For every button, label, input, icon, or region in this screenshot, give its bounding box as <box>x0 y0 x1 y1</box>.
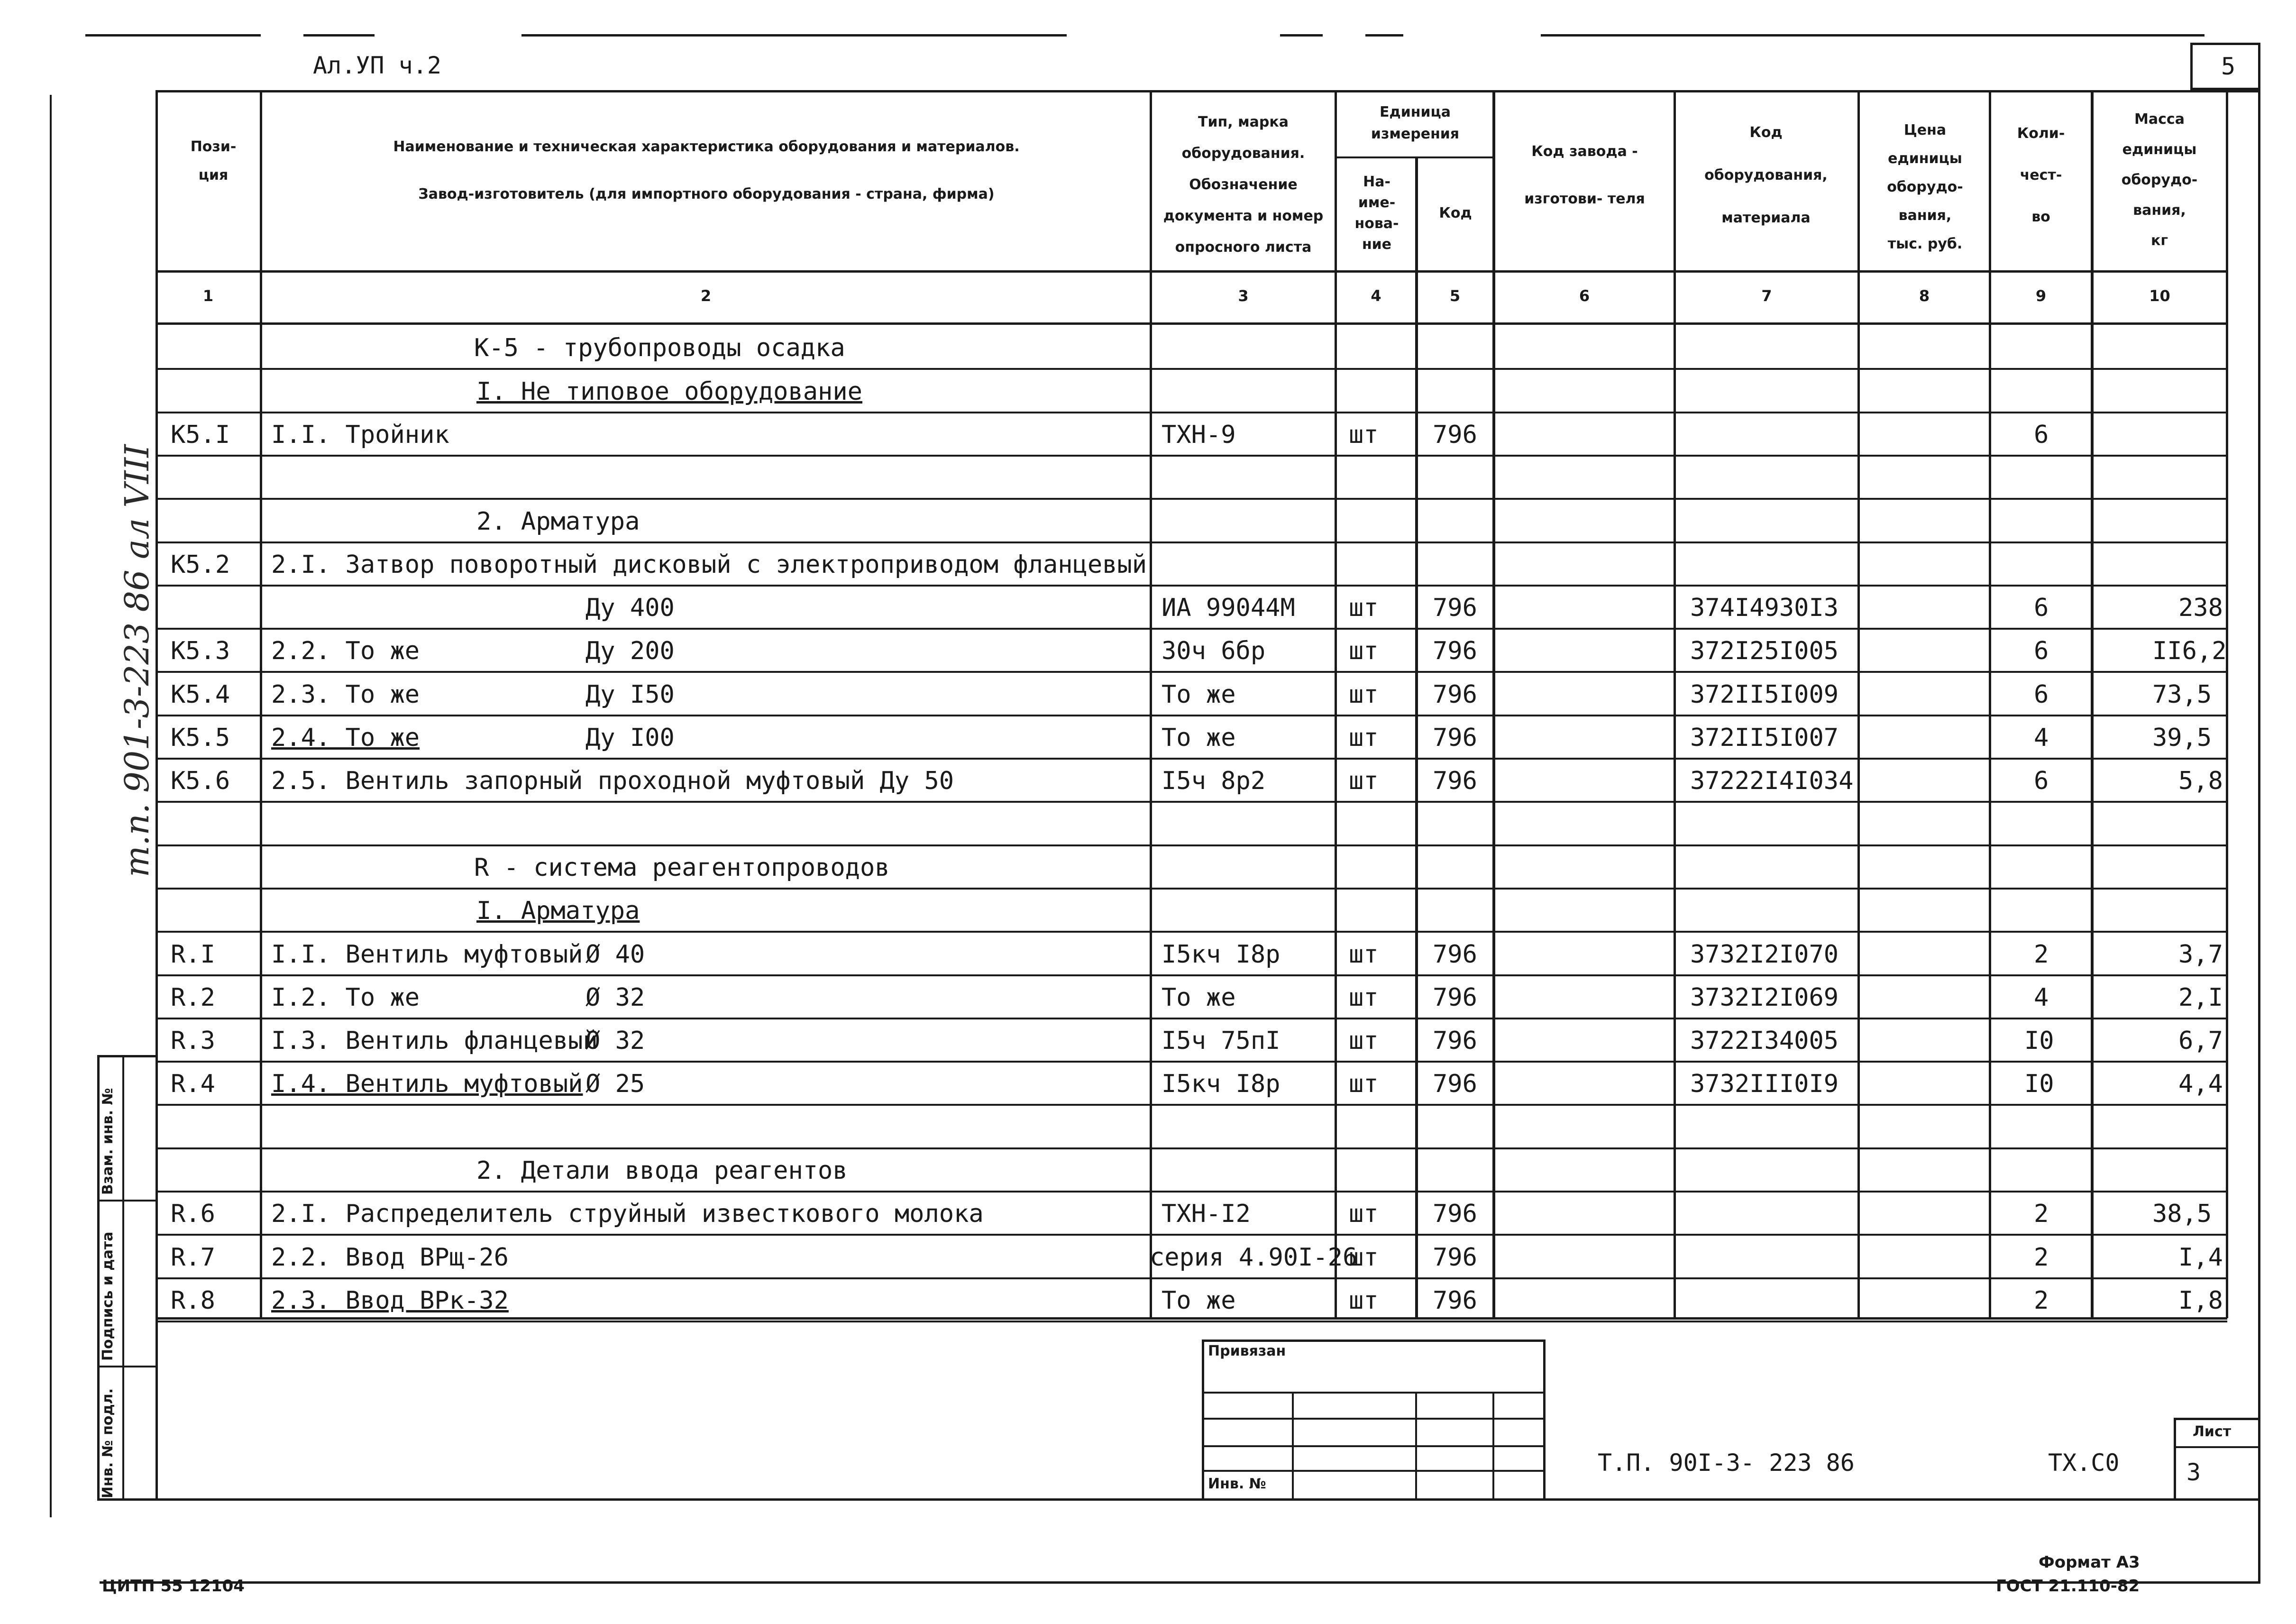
row-quantity: 2 <box>2034 1200 2049 1228</box>
row-name: I.I. Тройник <box>271 421 449 449</box>
row-quantity: 6 <box>2034 680 2049 709</box>
row-quantity: 6 <box>2034 767 2049 795</box>
row-unit-code: 796 <box>1433 421 1477 449</box>
row-mass: 3,7 <box>2178 940 2223 969</box>
row-line <box>156 1104 2227 1106</box>
row-position: R.8 <box>171 1286 215 1315</box>
row-name: 2.I. Распределитель струйный известкового молока <box>271 1200 984 1228</box>
header-sub-line <box>1335 156 1493 158</box>
row-name: I.4. Вентиль муфтовый <box>271 1070 583 1098</box>
row-mass: I,4 <box>2178 1243 2223 1272</box>
col-line <box>1335 90 1337 1318</box>
row-unit: шт <box>1349 421 1379 449</box>
row-line <box>156 585 2227 587</box>
row-quantity: 4 <box>2034 724 2049 752</box>
row-type: ТХН-9 <box>1162 421 1236 449</box>
row-unit: шт <box>1349 767 1379 795</box>
row-line <box>156 801 2227 803</box>
row-name: 2.I. Затвор поворотный дисковый с электроприводом фланцевый <box>271 551 1147 579</box>
doc-code: Т.П. 90I-3- 223 86 <box>1598 1449 1855 1477</box>
header-col9: Коли- чест- во <box>2017 125 2065 225</box>
row-unit: шт <box>1349 983 1379 1012</box>
row-type: 30ч 6бр <box>1162 637 1266 665</box>
row-quantity: 6 <box>2034 421 2049 449</box>
row-line <box>156 1277 2227 1279</box>
header-col7: Код оборудования, материала <box>1704 124 1828 226</box>
col-line <box>1150 90 1152 1318</box>
row-mass: I,8 <box>2178 1286 2223 1315</box>
row-quantity: I0 <box>2024 1070 2054 1098</box>
top-rule <box>1365 34 1403 37</box>
row-material-code: 372II5I009 <box>1690 680 1839 709</box>
row-name: 2. Арматура <box>476 507 640 536</box>
footer-format: Формат А3 <box>2039 1553 2140 1572</box>
row-line <box>156 1191 2227 1193</box>
row-position: R.4 <box>171 1070 215 1098</box>
row-line <box>156 412 2227 413</box>
col-number: 10 <box>2149 287 2170 305</box>
row-material-code: 372I25I005 <box>1690 637 1839 665</box>
row-position: R.I <box>171 940 215 969</box>
row-unit-code: 796 <box>1433 637 1477 665</box>
col-number: 7 <box>1761 287 1772 305</box>
row-unit-code: 796 <box>1433 940 1477 969</box>
row-name: I. Не типовое оборудование <box>476 377 862 406</box>
row-type: I5ч 8р2 <box>1162 767 1266 795</box>
row-material-code: 3722I34005 <box>1690 1027 1839 1055</box>
inv-label: Инв. № <box>1208 1476 1266 1492</box>
row-mass: 238 <box>2178 594 2223 622</box>
numbers-bottom <box>156 322 2227 325</box>
row-position: К5.3 <box>171 637 230 665</box>
row-name: 2. Детали ввода реагентов <box>476 1156 848 1185</box>
row-quantity: I0 <box>2024 1027 2054 1055</box>
top-rule <box>303 34 375 37</box>
row-type: серия 4.90I-26 <box>1150 1243 1358 1272</box>
row-position: К5.5 <box>171 724 230 752</box>
row-unit: шт <box>1349 1070 1379 1098</box>
col-line <box>1989 90 1991 1318</box>
row-mass: 5,8 <box>2178 767 2223 795</box>
row-position: R.3 <box>171 1027 215 1055</box>
row-name: 2.3. Ввод ВРк-32 <box>271 1286 509 1315</box>
row-quantity: 2 <box>2034 940 2049 969</box>
row-line <box>156 844 2227 846</box>
row-type: ТХН-I2 <box>1162 1200 1251 1228</box>
top-rule <box>1541 34 2205 37</box>
header-col5: Код <box>1439 205 1472 221</box>
row-position: К5.4 <box>171 680 230 709</box>
row-name: 2.5. Вентиль запорный проходной муфтовый Ду 50 <box>271 767 954 795</box>
row-mass: II6,2 <box>2152 637 2227 665</box>
row-name: К-5 - трубопроводы осадка <box>474 334 845 362</box>
outer-frame-bottom <box>100 1581 2260 1584</box>
row-type: То же <box>1162 724 1236 752</box>
row-type: I5ч 75пI <box>1162 1027 1281 1055</box>
top-rule <box>1280 34 1323 37</box>
row-line <box>156 758 2227 760</box>
row-type: То же <box>1162 983 1236 1012</box>
col-line <box>260 90 262 1318</box>
top-rule <box>521 34 1067 37</box>
row-name: Ду 400 <box>585 594 675 622</box>
row-mass: 38,5 <box>2152 1200 2212 1228</box>
footer-left: ЦИТП 55 12104 <box>102 1577 245 1596</box>
outer-frame-left <box>50 95 52 1517</box>
row-unit: шт <box>1349 1243 1379 1272</box>
bound-line <box>1415 1392 1417 1501</box>
top-rule <box>85 34 261 37</box>
footer-gost: ГОСТ 21.110-82 <box>1996 1577 2140 1596</box>
row-type: То же <box>1162 680 1236 709</box>
row-name-size: Ду 200 <box>585 637 675 665</box>
row-quantity: 6 <box>2034 637 2049 665</box>
header-col8: Цена единицы оборудо- вания, тыс. руб. <box>1887 122 1963 252</box>
strip-vzam: Взам. инв. № <box>100 1088 116 1195</box>
row-material-code: 3732I2I069 <box>1690 983 1839 1012</box>
row-line <box>156 541 2227 543</box>
row-line <box>156 671 2227 673</box>
row-unit-code: 796 <box>1433 594 1477 622</box>
row-unit-code: 796 <box>1433 680 1477 709</box>
left-strip-sep <box>97 1200 158 1202</box>
col-line <box>1415 156 1418 1318</box>
row-quantity: 6 <box>2034 594 2049 622</box>
bound-line <box>1292 1392 1294 1501</box>
list-box-divider <box>2174 1446 2260 1448</box>
col-number: 4 <box>1371 287 1381 305</box>
col-number: 5 <box>1449 287 1461 305</box>
row-name: I. Арматура <box>476 897 640 925</box>
col-number: 9 <box>2035 287 2047 305</box>
row-mass: 4,4 <box>2178 1070 2223 1098</box>
top-label: Ал.УП ч.2 <box>313 52 441 79</box>
row-position: К5.6 <box>171 767 230 795</box>
list-label: Лист <box>2193 1423 2232 1440</box>
row-unit: шт <box>1349 680 1379 709</box>
row-type: I5кч I8р <box>1162 1070 1281 1098</box>
row-name-size: Ду I00 <box>585 724 675 752</box>
row-unit: шт <box>1349 1200 1379 1228</box>
row-unit-code: 796 <box>1433 1027 1477 1055</box>
row-name: 2.3. То же <box>271 680 420 709</box>
header-col1: Пози- ция <box>190 138 237 184</box>
row-position: R.2 <box>171 983 215 1012</box>
row-line <box>156 498 2227 500</box>
row-unit: шт <box>1349 1286 1379 1315</box>
row-line <box>156 1147 2227 1149</box>
header-col6: Код завода - изготови- теля <box>1524 143 1645 207</box>
header-units-group: Единица измерения <box>1371 104 1460 142</box>
sheet-code: ТХ.С0 <box>2048 1449 2120 1477</box>
row-mass: 73,5 <box>2152 680 2212 709</box>
row-material-code: 374I4930I3 <box>1690 594 1839 622</box>
row-position: К5.2 <box>171 551 230 579</box>
row-line <box>156 1061 2227 1063</box>
row-line <box>156 1321 2227 1322</box>
col-number: 2 <box>700 287 712 305</box>
header-col2-line1: Наименование и техническая характеристика оборудования и материалов. <box>393 138 1020 155</box>
row-name: 2.2. То же <box>271 637 420 665</box>
col-line <box>2226 90 2228 1318</box>
col-number: 1 <box>202 287 214 305</box>
row-line <box>156 1018 2227 1019</box>
row-unit-code: 796 <box>1433 983 1477 1012</box>
row-unit: шт <box>1349 637 1379 665</box>
row-name-size: Ø 25 <box>585 1070 645 1098</box>
header-col10: Масса единицы оборудо- вания, кг <box>2121 111 2198 249</box>
row-line <box>156 974 2227 976</box>
row-material-code: 3732I2I070 <box>1690 940 1839 969</box>
row-line <box>156 628 2227 630</box>
row-material-code: 3732III0I9 <box>1690 1070 1839 1098</box>
header-col4: На- име- нова- ние <box>1354 174 1399 253</box>
col-number: 6 <box>1579 287 1590 305</box>
page-number: 5 <box>2221 53 2236 80</box>
row-name: R - система реагентопроводов <box>474 853 890 882</box>
col-line <box>2091 90 2094 1318</box>
row-unit: шт <box>1349 1027 1379 1055</box>
row-name: I.2. То же <box>271 983 420 1012</box>
row-name: I.3. Вентиль фланцевый <box>271 1027 598 1055</box>
row-quantity: 2 <box>2034 1243 2049 1272</box>
row-unit: шт <box>1349 940 1379 969</box>
row-unit-code: 796 <box>1433 1070 1477 1098</box>
row-mass: 6,7 <box>2178 1027 2223 1055</box>
strip-inv-podl: Инв. № подл. <box>100 1388 116 1498</box>
row-name-size: Ø 40 <box>585 940 645 969</box>
bound-label: Привязан <box>1208 1343 1286 1359</box>
list-number: 3 <box>2186 1459 2201 1486</box>
row-unit-code: 796 <box>1433 1243 1477 1272</box>
col-number: 8 <box>1919 287 1930 305</box>
row-type: То же <box>1162 1286 1236 1315</box>
row-quantity: 2 <box>2034 1286 2049 1315</box>
strip-podpis: Подпись и дата <box>100 1231 116 1361</box>
row-name: I.I. Вентиль муфтовый <box>271 940 583 969</box>
row-mass: 39,5 <box>2152 724 2212 752</box>
col-line <box>1674 90 1676 1318</box>
header-col3: Тип, марка оборудования. Обозначение документа и номер опросного листа <box>1163 114 1324 256</box>
header-bottom <box>156 270 2227 273</box>
row-line <box>156 888 2227 890</box>
row-line <box>156 931 2227 933</box>
row-material-code: 372II5I007 <box>1690 724 1839 752</box>
row-material-code: 37222I4I034 <box>1690 767 1854 795</box>
row-unit: шт <box>1349 724 1379 752</box>
row-name-size: Ду I50 <box>585 680 675 709</box>
row-type: ИА 99044М <box>1162 594 1295 622</box>
row-line <box>156 1234 2227 1236</box>
row-line <box>156 368 2227 370</box>
row-unit: шт <box>1349 594 1379 622</box>
col-line <box>1857 90 1860 1318</box>
row-unit-code: 796 <box>1433 724 1477 752</box>
row-position: R.7 <box>171 1243 215 1272</box>
side-note: т.п. 901-3-223 86 ал VIII <box>118 444 156 877</box>
left-strip-sep <box>97 1366 158 1367</box>
row-line <box>156 455 2227 457</box>
row-name-size: Ø 32 <box>585 983 645 1012</box>
row-name: 2.4. То же <box>271 724 420 752</box>
col-line <box>1492 90 1495 1318</box>
row-name: 2.2. Ввод ВРщ-26 <box>271 1243 509 1272</box>
bound-line <box>1492 1392 1494 1501</box>
row-quantity: 4 <box>2034 983 2049 1012</box>
row-unit-code: 796 <box>1433 1200 1477 1228</box>
header-col2-line2: Завод-изготовитель (для импортного оборудования - страна, фирма) <box>418 186 995 202</box>
row-mass: 2,I <box>2178 983 2223 1012</box>
row-type: I5кч I8р <box>1162 940 1281 969</box>
row-unit-code: 796 <box>1433 1286 1477 1315</box>
row-unit-code: 796 <box>1433 767 1477 795</box>
col-number: 3 <box>1238 287 1249 305</box>
row-position: К5.I <box>171 421 230 449</box>
row-line <box>156 715 2227 716</box>
table-body-bottom <box>156 1317 2227 1320</box>
row-position: R.6 <box>171 1200 215 1228</box>
left-strip-divider <box>122 1055 124 1501</box>
row-name-size: Ø 32 <box>585 1027 645 1055</box>
